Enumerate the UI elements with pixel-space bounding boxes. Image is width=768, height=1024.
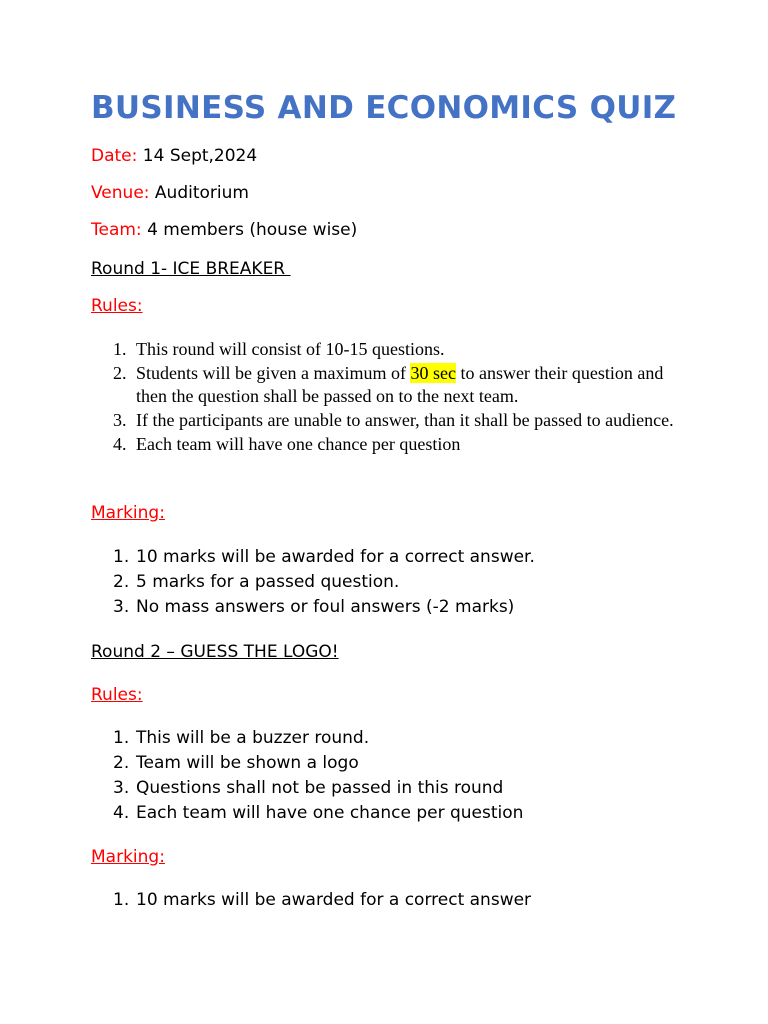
- list-number: 3.: [113, 410, 127, 431]
- list-text-after: to answer their question and then the question shall be passed on to the next team.: [136, 362, 664, 407]
- round1-marking-list: [91, 545, 691, 620]
- list-text: Each team will have one chance per question: [136, 803, 524, 823]
- list-item: [91, 595, 691, 620]
- round1-rules-heading: Rules:: [91, 296, 143, 316]
- venue-label: Venue:: [91, 183, 150, 203]
- round1-marking-heading: Marking:: [91, 503, 165, 523]
- list-text: 10 marks will be awarded for a correct answer.: [136, 547, 535, 567]
- round2-heading: Round 2 – GUESS THE LOGO!: [91, 642, 339, 662]
- list-number: 1.: [113, 890, 130, 910]
- round2-rules-heading: Rules:: [91, 685, 143, 705]
- date-label: Date:: [91, 146, 138, 166]
- date-line: [91, 145, 257, 167]
- list-item: [91, 433, 691, 457]
- list-text: 5 marks for a passed question.: [136, 572, 400, 592]
- list-text: 10 marks will be awarded for a correct answer: [136, 890, 532, 910]
- list-text: No mass answers or foul answers (-2 marks): [136, 597, 515, 617]
- list-number: 1.: [113, 547, 130, 567]
- list-item: [91, 751, 691, 776]
- team-line: [91, 219, 357, 241]
- list-item: [91, 409, 691, 433]
- list-item: [91, 801, 691, 826]
- list-number: 4.: [113, 803, 130, 823]
- list-text: This will be a buzzer round.: [136, 728, 370, 748]
- round1-heading: Round 1- ICE BREAKER: [91, 259, 291, 279]
- round2-marking-heading: Marking:: [91, 847, 165, 867]
- list-item: [91, 570, 691, 595]
- list-item: [91, 776, 691, 801]
- list-text: If the participants are unable to answer, than it shall be passed to audience.: [136, 410, 674, 431]
- list-item: [91, 362, 691, 409]
- list-text-before: Students will be given a maximum of: [136, 362, 411, 383]
- list-number: 1.: [113, 339, 127, 359]
- round1-rules-list: [91, 338, 691, 457]
- team-value: 4 members (house wise): [147, 220, 358, 240]
- page-title: BUSINESS AND ECONOMICS QUIZ: [91, 90, 677, 126]
- list-item: [91, 726, 691, 751]
- list-text: Each team will have one chance per question: [136, 433, 461, 454]
- list-number: 2.: [113, 753, 130, 773]
- list-text: Questions shall not be passed in this round: [136, 778, 504, 798]
- list-number: 2.: [113, 362, 127, 383]
- list-item: [91, 545, 691, 570]
- list-item: [91, 888, 691, 913]
- round2-rules-list: [91, 726, 691, 826]
- list-number: 3.: [113, 778, 130, 798]
- list-number: 1.: [113, 728, 130, 748]
- team-label: Team:: [91, 220, 142, 240]
- highlighted-time: 30 sec: [410, 362, 456, 383]
- list-number: 4.: [113, 433, 127, 454]
- list-text: Team will be shown a logo: [136, 753, 359, 773]
- list-number: 2.: [113, 572, 130, 592]
- list-text: This round will consist of 10-15 questions.: [136, 339, 445, 359]
- venue-line: [91, 182, 249, 204]
- venue-value: Auditorium: [154, 183, 249, 203]
- list-number: 3.: [113, 597, 130, 617]
- round2-marking-list: [91, 888, 691, 913]
- date-value: 14 Sept,2024: [142, 146, 258, 166]
- list-item: [91, 338, 691, 362]
